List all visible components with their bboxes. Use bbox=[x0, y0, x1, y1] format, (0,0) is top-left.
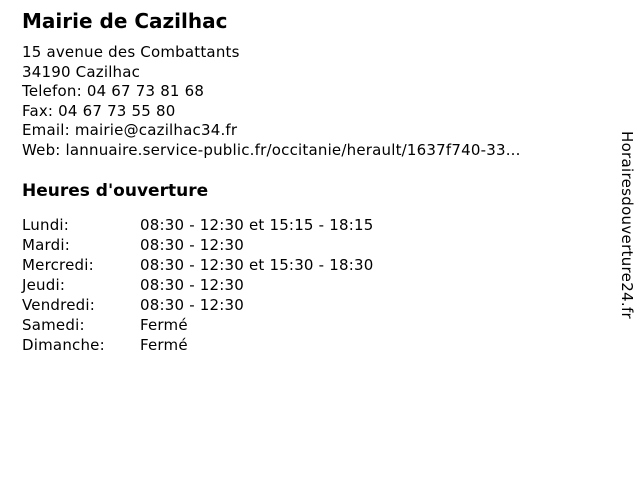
contact-block bbox=[22, 43, 602, 160]
hours-row-tuesday bbox=[22, 235, 373, 255]
hours-row-thursday bbox=[22, 275, 373, 295]
web-url: lannuaire.service-public.fr/occitanie/herault/1637f740-33... bbox=[65, 140, 521, 159]
day-hours: 08:30 - 12:30 et 15:30 - 18:30 bbox=[140, 256, 374, 274]
day-label: Dimanche: bbox=[22, 336, 105, 354]
email-line bbox=[22, 121, 602, 141]
day-label: Samedi: bbox=[22, 316, 85, 334]
hours-row-saturday bbox=[22, 315, 373, 335]
site-watermark-vertical: Horairesdouverture24.fr bbox=[618, 131, 636, 319]
fax-value: 04 67 73 55 80 bbox=[58, 101, 176, 120]
day-label: Lundi: bbox=[22, 216, 70, 234]
phone-line bbox=[22, 82, 602, 102]
hours-row-wednesday bbox=[22, 255, 373, 275]
day-label: Jeudi: bbox=[22, 276, 66, 294]
email-label: Email: bbox=[22, 121, 70, 139]
day-hours: 08:30 - 12:30 et 15:15 - 18:15 bbox=[140, 216, 374, 234]
address-line-1: 15 avenue des Combattants bbox=[22, 43, 240, 61]
fax-line bbox=[22, 102, 602, 122]
email-value: mairie@cazilhac34.fr bbox=[74, 121, 238, 139]
opening-hours-table bbox=[22, 215, 373, 355]
info-panel bbox=[22, 8, 602, 355]
day-hours: 08:30 - 12:30 bbox=[140, 296, 245, 314]
web-line bbox=[22, 141, 602, 161]
opening-hours-heading: Heures d'ouverture bbox=[22, 181, 209, 201]
web-label: Web: bbox=[22, 140, 61, 159]
hours-row-monday bbox=[22, 215, 373, 235]
day-hours: Fermé bbox=[140, 336, 188, 354]
phone-value: 04 67 73 81 68 bbox=[86, 82, 205, 100]
day-hours: 08:30 - 12:30 bbox=[140, 236, 245, 254]
day-hours: 08:30 - 12:30 bbox=[140, 276, 245, 294]
day-label: Mercredi: bbox=[22, 256, 94, 274]
address-line-2: 34190 Cazilhac bbox=[22, 62, 141, 81]
hours-row-sunday bbox=[22, 335, 373, 355]
day-label: Mardi: bbox=[22, 236, 70, 254]
hours-row-friday bbox=[22, 295, 373, 315]
phone-label: Telefon: bbox=[22, 82, 82, 100]
day-label: Vendredi: bbox=[22, 296, 95, 314]
fax-label: Fax: bbox=[22, 101, 54, 120]
day-hours: Fermé bbox=[140, 316, 188, 334]
page-title: Mairie de Cazilhac bbox=[22, 9, 228, 33]
